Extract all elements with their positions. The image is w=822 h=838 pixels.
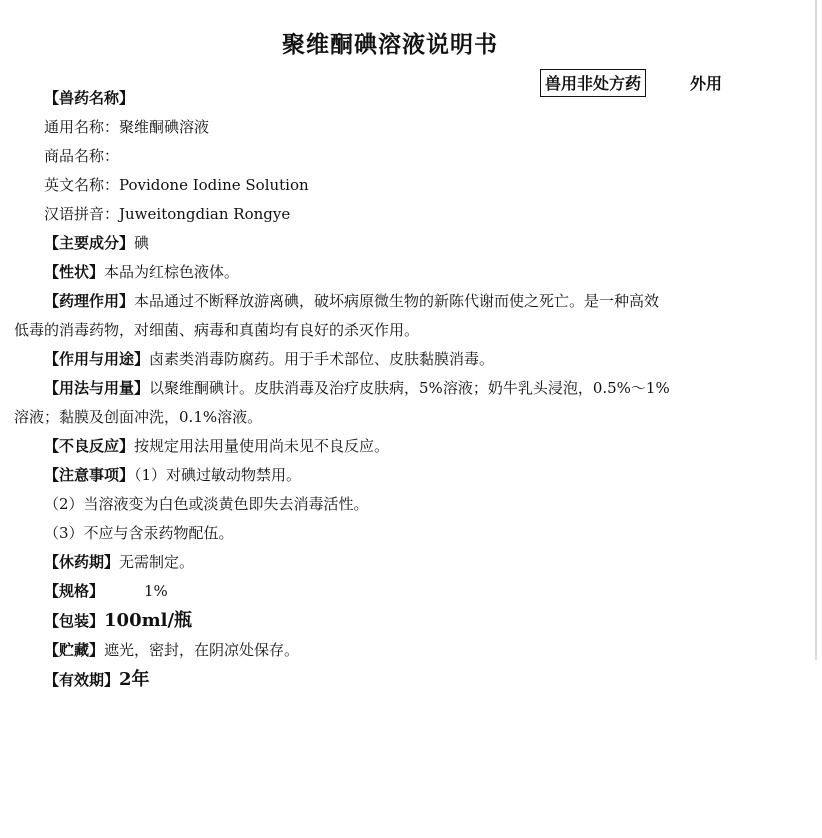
section-header-package: 【包装】 bbox=[44, 612, 105, 630]
precaution-item-2: （2）当溶液变为白色或淡黄色即失去消毒活性。 bbox=[44, 495, 369, 513]
pharmacology-text-1: 本品通过不断释放游离碘，破坏病原微生物的新陈代谢而使之死亡。是一种高效 bbox=[134, 292, 660, 310]
withdrawal-row bbox=[14, 548, 784, 577]
section-header-withdrawal: 【休药期】 bbox=[44, 553, 120, 571]
page-edge-divider bbox=[815, 0, 817, 660]
section-header-storage: 【贮藏】 bbox=[44, 641, 105, 659]
pharmacology-row bbox=[14, 287, 784, 316]
appearance-text: 本品为红棕色液体。 bbox=[104, 263, 240, 281]
section-header-validity: 【有效期】 bbox=[44, 671, 120, 689]
section-header-pharmacology: 【药理作用】 bbox=[44, 292, 135, 310]
section-header-name: 【兽药名称】 bbox=[44, 89, 135, 107]
validity-text: 2年 bbox=[119, 669, 150, 690]
storage-row bbox=[14, 636, 784, 665]
precaution-item-1: （1）对碘过敏动物禁用。 bbox=[134, 466, 302, 484]
storage-text: 遮光，密封，在阴凉处保存。 bbox=[104, 641, 300, 659]
adverse-row bbox=[14, 432, 784, 461]
dosage-text-2: 溶液；黏膜及创面冲洗，0.1%溶液。 bbox=[14, 408, 263, 426]
english-name: 英文名称：Povidone Iodine Solution bbox=[44, 176, 309, 194]
generic-name: 通用名称：聚维酮碘溶液 bbox=[44, 118, 210, 136]
package-row bbox=[14, 606, 784, 636]
ingredient-row bbox=[14, 229, 784, 258]
dosage-row bbox=[14, 374, 784, 403]
withdrawal-text: 无需制定。 bbox=[119, 553, 195, 571]
leaflet-body bbox=[14, 84, 784, 695]
indications-row bbox=[14, 345, 784, 374]
section-header-ingredient: 【主要成分】 bbox=[44, 234, 135, 252]
section-header-indications: 【作用与用途】 bbox=[44, 350, 150, 368]
otc-badge: 兽用非处方药 bbox=[540, 69, 646, 97]
spec-row bbox=[14, 577, 784, 606]
route-label: 外用 bbox=[690, 74, 723, 93]
precautions-row bbox=[14, 461, 784, 490]
section-header-adverse: 【不良反应】 bbox=[44, 437, 135, 455]
document-title: 聚维酮碘溶液说明书 bbox=[282, 32, 498, 58]
trade-name: 商品名称： bbox=[44, 147, 120, 165]
section-header-appearance: 【性状】 bbox=[44, 263, 105, 281]
section-header-precautions: 【注意事项】 bbox=[44, 466, 135, 484]
section-header-spec: 【规格】 bbox=[44, 582, 105, 600]
dosage-text-1: 以聚维酮碘计。皮肤消毒及治疗皮肤病，5%溶液；奶牛乳头浸泡，0.5%～1% bbox=[149, 379, 670, 397]
section-header-dosage: 【用法与用量】 bbox=[44, 379, 150, 397]
adverse-text: 按规定用法用量使用尚未见不良反应。 bbox=[134, 437, 390, 455]
ingredient-text: 碘 bbox=[134, 234, 150, 252]
validity-row bbox=[14, 665, 784, 695]
spec-text: 1% bbox=[144, 582, 168, 600]
package-text: 100ml/瓶 bbox=[104, 610, 193, 631]
precaution-item-3: （3）不应与含汞药物配伍。 bbox=[44, 524, 234, 542]
appearance-row bbox=[14, 258, 784, 287]
pharmacology-text-2: 低毒的消毒药物，对细菌、病毒和真菌均有良好的杀灭作用。 bbox=[14, 321, 420, 339]
pinyin-name: 汉语拼音：Juweitongdian Rongye bbox=[44, 205, 291, 223]
indications-text: 卤素类消毒防腐药。用于手术部位、皮肤黏膜消毒。 bbox=[149, 350, 495, 368]
